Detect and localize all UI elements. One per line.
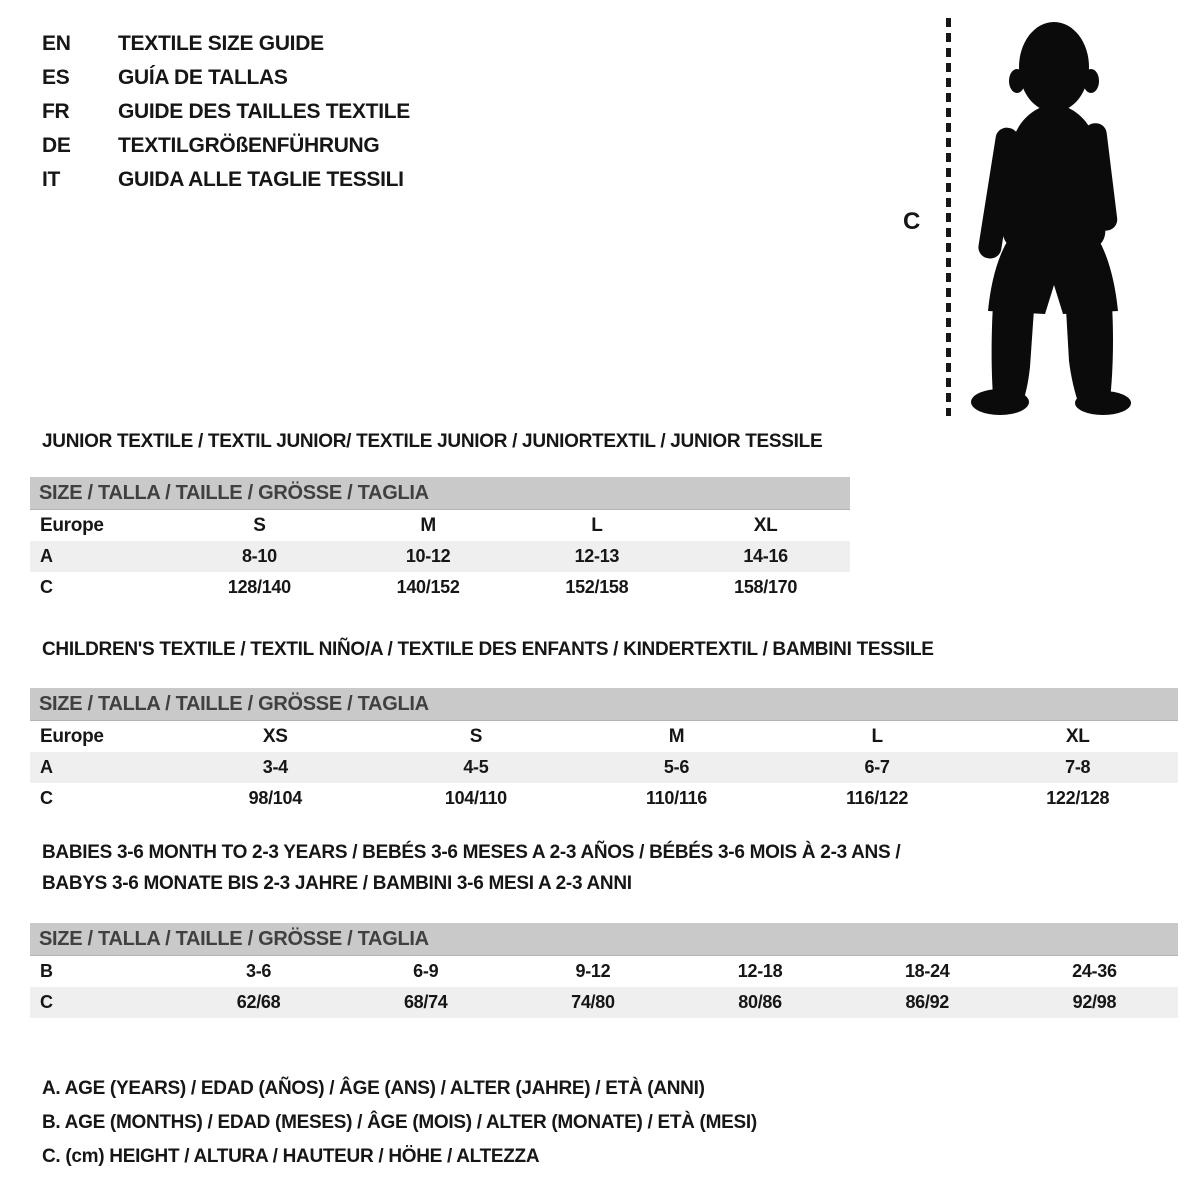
table-cell: 86/92 xyxy=(905,992,950,1012)
toddler-silhouette-icon xyxy=(966,16,1133,416)
language-title: GUÍA DE TALLAS xyxy=(118,66,288,89)
height-measure-label: C xyxy=(903,208,921,235)
table-size-header: SIZE / TALLA / TAILLE / GRÖSSE / TAGLIA xyxy=(30,477,850,510)
row-label: Europe xyxy=(40,514,104,536)
table-size-header: SIZE / TALLA / TAILLE / GRÖSSE / TAGLIA xyxy=(30,688,1178,721)
table-cell: 5-6 xyxy=(663,757,690,777)
legend-line-a: A. AGE (YEARS) / EDAD (AÑOS) / ÂGE (ANS) / ALTER (JAHRE) / ETÀ (ANNI) xyxy=(42,1078,705,1099)
language-title: GUIDE DES TAILLES TEXTILE xyxy=(118,100,410,123)
table-size-header: SIZE / TALLA / TAILLE / GRÖSSE / TAGLIA xyxy=(30,923,1178,956)
section-heading-children: CHILDREN'S TEXTILE / TEXTIL NIÑO/A / TEXTILE DES ENFANTS / KINDERTEXTIL / BAMBINI TESSILE xyxy=(42,639,934,660)
table-row xyxy=(30,721,1178,752)
language-row-fr xyxy=(42,95,410,129)
row-label: A xyxy=(40,546,53,566)
language-list xyxy=(42,27,410,197)
language-row-es xyxy=(42,61,410,95)
junior-size-table xyxy=(30,477,850,603)
section-heading-babies-line1: BABIES 3-6 MONTH TO 2-3 YEARS / BEBÉS 3-6 MESES A 2-3 AÑOS / BÉBÉS 3-6 MOIS À 2-3 ANS / xyxy=(42,842,901,863)
language-code: ES xyxy=(42,66,70,89)
table-cell: 12-18 xyxy=(737,961,783,981)
table-cell: L xyxy=(591,514,603,536)
table-cell: 6-7 xyxy=(864,757,890,777)
table-cell: 110/116 xyxy=(646,788,707,808)
table-cell: 62/68 xyxy=(236,992,281,1012)
table-cell: 14-16 xyxy=(743,546,788,566)
table-cell: 92/98 xyxy=(1072,992,1117,1012)
table-cell: 116/122 xyxy=(846,788,909,808)
table-cell: 68/74 xyxy=(403,992,448,1012)
table-cell: L xyxy=(871,725,883,747)
table-row xyxy=(30,956,1178,987)
table-cell: 6-9 xyxy=(413,961,439,981)
table-cell: XL xyxy=(753,514,778,536)
table-cell: 8-10 xyxy=(241,546,277,566)
row-label: B xyxy=(40,961,53,981)
table-cell: 12-13 xyxy=(574,546,620,566)
legend-line-c: C. (cm) HEIGHT / ALTURA / HAUTEUR / HÖHE / ALTEZZA xyxy=(42,1146,540,1167)
table-cell: M xyxy=(668,725,685,747)
table-cell: XS xyxy=(262,725,288,747)
table-cell: 122/128 xyxy=(1046,788,1110,808)
language-row-de xyxy=(42,129,410,163)
table-cell: S xyxy=(469,725,483,747)
row-label: Europe xyxy=(40,725,104,747)
table-cell: 9-12 xyxy=(575,961,611,981)
row-label: A xyxy=(40,757,53,777)
table-cell: 128/140 xyxy=(227,577,291,597)
table-cell: 140/152 xyxy=(396,577,460,597)
row-label: C xyxy=(40,788,53,808)
babies-size-table xyxy=(30,923,1178,1018)
language-title: GUIDA ALLE TAGLIE TESSILI xyxy=(118,168,404,191)
language-row-it xyxy=(42,163,410,197)
table-cell: 74/80 xyxy=(571,992,615,1012)
table-cell: 158/170 xyxy=(734,577,798,597)
row-label: C xyxy=(40,577,53,597)
height-measure-line xyxy=(946,18,951,416)
table-cell: 104/110 xyxy=(444,788,507,808)
table-row xyxy=(30,510,850,541)
table-cell: M xyxy=(420,514,436,536)
language-code: IT xyxy=(42,168,61,191)
language-code: DE xyxy=(42,134,71,157)
table-row xyxy=(30,987,1178,1018)
table-cell: 24-36 xyxy=(1072,961,1117,981)
measurement-legend xyxy=(42,1072,757,1174)
section-heading-junior: JUNIOR TEXTILE / TEXTIL JUNIOR/ TEXTILE JUNIOR / JUNIORTEXTIL / JUNIOR TESSILE xyxy=(42,431,823,452)
table-cell: 10-12 xyxy=(405,546,451,566)
table-row xyxy=(30,783,1178,814)
children-size-table xyxy=(30,688,1178,814)
table-cell: S xyxy=(253,514,266,536)
language-title: TEXTILGRÖßENFÜHRUNG xyxy=(118,134,380,157)
table-cell: 4-5 xyxy=(463,757,489,777)
table-cell: XL xyxy=(1065,725,1090,747)
section-heading-babies-line2: BABYS 3-6 MONATE BIS 2-3 JAHRE / BAMBINI 3-6 MESI A 2-3 ANNI xyxy=(42,873,632,894)
legend-line-b: B. AGE (MONTHS) / EDAD (MESES) / ÂGE (MOIS) / ALTER (MONATE) / ETÀ (MESI) xyxy=(42,1112,757,1133)
table-row xyxy=(30,752,1178,783)
table-row xyxy=(30,572,850,603)
table-cell: 3-6 xyxy=(246,961,272,981)
table-row xyxy=(30,541,850,572)
table-cell: 98/104 xyxy=(248,788,302,808)
table-cell: 3-4 xyxy=(262,757,288,777)
table-cell: 80/86 xyxy=(738,992,782,1012)
language-row-en xyxy=(42,27,410,61)
table-cell: 18-24 xyxy=(904,961,950,981)
language-code: EN xyxy=(42,32,71,55)
row-label: C xyxy=(40,992,53,1012)
table-cell: 152/158 xyxy=(565,577,629,597)
table-cell: 7-8 xyxy=(1065,757,1091,777)
language-code: FR xyxy=(42,100,70,123)
language-title: TEXTILE SIZE GUIDE xyxy=(118,32,324,55)
